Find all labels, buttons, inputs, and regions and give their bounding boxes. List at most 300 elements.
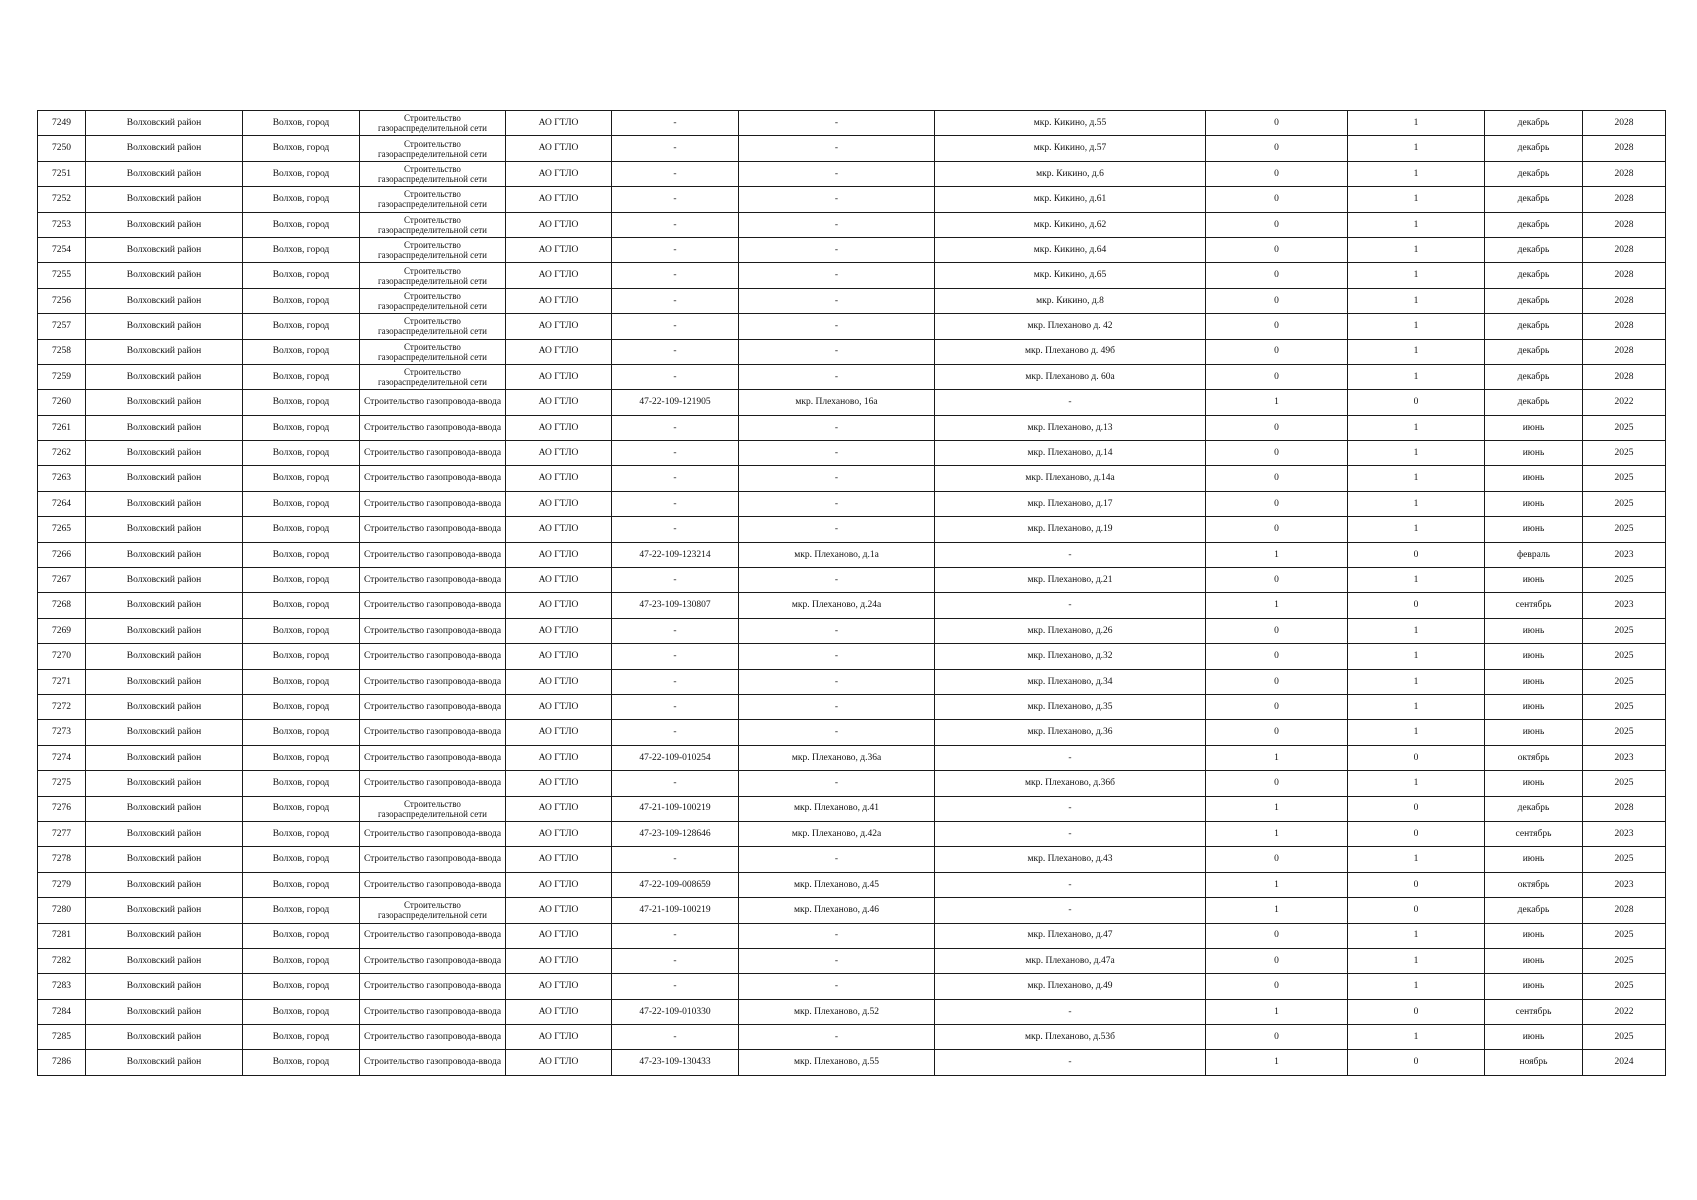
organization-cell: АО ГТЛО [506, 441, 612, 466]
year-cell: 2028 [1583, 111, 1666, 136]
district-cell: Волховский район [86, 364, 243, 389]
year-cell: 2025 [1583, 618, 1666, 643]
year-cell: 2022 [1583, 390, 1666, 415]
work-type-cell: Строительство газопровода-ввода [360, 923, 506, 948]
year-cell: 2022 [1583, 999, 1666, 1024]
count-b-cell: 0 [1348, 872, 1485, 897]
year-cell: 2025 [1583, 948, 1666, 973]
table-row [38, 161, 1666, 186]
work-type-cell: Строительство газораспределительной сети [360, 796, 506, 821]
object-address-cell: - [935, 745, 1206, 770]
work-type-cell: Строительство газораспределительной сети [360, 161, 506, 186]
table-row [38, 644, 1666, 669]
address-cell: - [739, 288, 935, 313]
work-type-cell: Строительство газопровода-ввода [360, 821, 506, 846]
table-row [38, 415, 1666, 440]
year-cell: 2028 [1583, 263, 1666, 288]
count-a-cell: 0 [1206, 948, 1348, 973]
cadastral-number-cell: - [612, 694, 739, 719]
organization-cell: АО ГТЛО [506, 847, 612, 872]
count-b-cell: 1 [1348, 517, 1485, 542]
organization-cell: АО ГТЛО [506, 1025, 612, 1050]
count-b-cell: 1 [1348, 237, 1485, 262]
district-cell: Волховский район [86, 237, 243, 262]
object-address-cell: мкр. Плеханово, д.47а [935, 948, 1206, 973]
work-type-cell: Строительство газопровода-ввода [360, 568, 506, 593]
settlement-cell: Волхов, город [243, 263, 360, 288]
address-cell: мкр. Плеханово, д.55 [739, 1050, 935, 1075]
table-row [38, 974, 1666, 999]
table-row [38, 618, 1666, 643]
table-row [38, 872, 1666, 897]
settlement-cell: Волхов, город [243, 390, 360, 415]
count-b-cell: 1 [1348, 288, 1485, 313]
count-b-cell: 1 [1348, 111, 1485, 136]
cadastral-number-cell: - [612, 441, 739, 466]
address-cell: - [739, 720, 935, 745]
district-cell: Волховский район [86, 212, 243, 237]
row-number: 7281 [38, 923, 86, 948]
settlement-cell: Волхов, город [243, 923, 360, 948]
address-cell: - [739, 263, 935, 288]
year-cell: 2023 [1583, 593, 1666, 618]
count-b-cell: 1 [1348, 364, 1485, 389]
year-cell: 2025 [1583, 694, 1666, 719]
district-cell: Волховский район [86, 771, 243, 796]
district-cell: Волховский район [86, 1050, 243, 1075]
table-row [38, 999, 1666, 1024]
row-number: 7267 [38, 568, 86, 593]
month-cell: июнь [1485, 415, 1583, 440]
table-row [38, 314, 1666, 339]
cadastral-number-cell: - [612, 187, 739, 212]
count-b-cell: 0 [1348, 796, 1485, 821]
year-cell: 2025 [1583, 669, 1666, 694]
cadastral-number-cell: - [612, 415, 739, 440]
count-b-cell: 1 [1348, 263, 1485, 288]
address-cell: - [739, 771, 935, 796]
month-cell: июнь [1485, 923, 1583, 948]
cadastral-number-cell: 47-22-109-008659 [612, 872, 739, 897]
month-cell: декабрь [1485, 796, 1583, 821]
address-cell: - [739, 212, 935, 237]
row-number: 7254 [38, 237, 86, 262]
row-number: 7265 [38, 517, 86, 542]
count-a-cell: 0 [1206, 288, 1348, 313]
district-cell: Волховский район [86, 669, 243, 694]
address-cell: - [739, 237, 935, 262]
organization-cell: АО ГТЛО [506, 237, 612, 262]
table-row [38, 821, 1666, 846]
district-cell: Волховский район [86, 1025, 243, 1050]
row-number: 7256 [38, 288, 86, 313]
settlement-cell: Волхов, город [243, 161, 360, 186]
settlement-cell: Волхов, город [243, 136, 360, 161]
count-b-cell: 1 [1348, 618, 1485, 643]
row-number: 7253 [38, 212, 86, 237]
address-cell: мкр. Плеханово, д.24а [739, 593, 935, 618]
cadastral-number-cell: - [612, 263, 739, 288]
count-b-cell: 1 [1348, 847, 1485, 872]
work-type-cell: Строительство газопровода-ввода [360, 694, 506, 719]
count-a-cell: 0 [1206, 339, 1348, 364]
table-row [38, 517, 1666, 542]
settlement-cell: Волхов, город [243, 948, 360, 973]
year-cell: 2028 [1583, 161, 1666, 186]
month-cell: декабрь [1485, 263, 1583, 288]
address-cell: - [739, 644, 935, 669]
object-address-cell: мкр. Кикино, д.62 [935, 212, 1206, 237]
count-a-cell: 1 [1206, 745, 1348, 770]
address-cell: мкр. Плеханово, д.42а [739, 821, 935, 846]
count-b-cell: 1 [1348, 923, 1485, 948]
table-row [38, 694, 1666, 719]
address-cell: - [739, 161, 935, 186]
table-row [38, 1025, 1666, 1050]
table-row [38, 441, 1666, 466]
cadastral-number-cell: - [612, 288, 739, 313]
year-cell: 2025 [1583, 466, 1666, 491]
work-type-cell: Строительство газопровода-ввода [360, 1050, 506, 1075]
cadastral-number-cell: 47-23-109-130433 [612, 1050, 739, 1075]
district-cell: Волховский район [86, 161, 243, 186]
count-a-cell: 0 [1206, 669, 1348, 694]
row-number: 7264 [38, 491, 86, 516]
cadastral-number-cell: 47-22-109-123214 [612, 542, 739, 567]
month-cell: декабрь [1485, 314, 1583, 339]
settlement-cell: Волхов, город [243, 796, 360, 821]
count-b-cell: 1 [1348, 136, 1485, 161]
organization-cell: АО ГТЛО [506, 212, 612, 237]
count-b-cell: 0 [1348, 542, 1485, 567]
month-cell: июнь [1485, 568, 1583, 593]
organization-cell: АО ГТЛО [506, 923, 612, 948]
district-cell: Волховский район [86, 263, 243, 288]
count-a-cell: 0 [1206, 364, 1348, 389]
organization-cell: АО ГТЛО [506, 288, 612, 313]
object-address-cell: мкр. Плеханово, д.21 [935, 568, 1206, 593]
organization-cell: АО ГТЛО [506, 542, 612, 567]
organization-cell: АО ГТЛО [506, 821, 612, 846]
table-row [38, 187, 1666, 212]
cadastral-number-cell: - [612, 720, 739, 745]
district-cell: Волховский район [86, 187, 243, 212]
organization-cell: АО ГТЛО [506, 161, 612, 186]
count-b-cell: 1 [1348, 187, 1485, 212]
settlement-cell: Волхов, город [243, 771, 360, 796]
count-a-cell: 1 [1206, 1050, 1348, 1075]
settlement-cell: Волхов, город [243, 694, 360, 719]
row-number: 7280 [38, 898, 86, 923]
district-cell: Волховский район [86, 618, 243, 643]
month-cell: июнь [1485, 441, 1583, 466]
object-address-cell: - [935, 898, 1206, 923]
year-cell: 2024 [1583, 1050, 1666, 1075]
district-cell: Волховский район [86, 568, 243, 593]
month-cell: июнь [1485, 694, 1583, 719]
count-b-cell: 1 [1348, 771, 1485, 796]
count-a-cell: 0 [1206, 974, 1348, 999]
month-cell: декабрь [1485, 212, 1583, 237]
month-cell: сентябрь [1485, 593, 1583, 618]
object-address-cell: мкр. Плеханово, д.35 [935, 694, 1206, 719]
count-a-cell: 0 [1206, 1025, 1348, 1050]
work-type-cell: Строительство газопровода-ввода [360, 517, 506, 542]
year-cell: 2025 [1583, 568, 1666, 593]
organization-cell: АО ГТЛО [506, 339, 612, 364]
settlement-cell: Волхов, город [243, 237, 360, 262]
settlement-cell: Волхов, город [243, 999, 360, 1024]
object-address-cell: мкр. Плеханово, д.13 [935, 415, 1206, 440]
district-cell: Волховский район [86, 339, 243, 364]
year-cell: 2025 [1583, 517, 1666, 542]
work-type-cell: Строительство газопровода-ввода [360, 644, 506, 669]
year-cell: 2028 [1583, 237, 1666, 262]
count-a-cell: 1 [1206, 872, 1348, 897]
district-cell: Волховский район [86, 517, 243, 542]
work-type-cell: Строительство газопровода-ввода [360, 491, 506, 516]
month-cell: февраль [1485, 542, 1583, 567]
object-address-cell: мкр. Плеханово, д.14 [935, 441, 1206, 466]
row-number: 7279 [38, 872, 86, 897]
count-b-cell: 0 [1348, 1050, 1485, 1075]
table-row [38, 847, 1666, 872]
count-b-cell: 0 [1348, 821, 1485, 846]
cadastral-number-cell: - [612, 212, 739, 237]
district-cell: Волховский район [86, 796, 243, 821]
count-a-cell: 0 [1206, 415, 1348, 440]
object-address-cell: мкр. Плеханово д. 60а [935, 364, 1206, 389]
settlement-cell: Волхов, город [243, 618, 360, 643]
cadastral-number-cell: - [612, 1025, 739, 1050]
count-a-cell: 1 [1206, 796, 1348, 821]
cadastral-number-cell: - [612, 161, 739, 186]
object-address-cell: - [935, 593, 1206, 618]
row-number: 7250 [38, 136, 86, 161]
work-type-cell: Строительство газопровода-ввода [360, 618, 506, 643]
count-a-cell: 0 [1206, 720, 1348, 745]
cadastral-number-cell: - [612, 948, 739, 973]
organization-cell: АО ГТЛО [506, 314, 612, 339]
table-row [38, 136, 1666, 161]
object-address-cell: мкр. Кикино, д.64 [935, 237, 1206, 262]
month-cell: июнь [1485, 618, 1583, 643]
year-cell: 2025 [1583, 923, 1666, 948]
table-row [38, 542, 1666, 567]
organization-cell: АО ГТЛО [506, 593, 612, 618]
table-row [38, 669, 1666, 694]
organization-cell: АО ГТЛО [506, 263, 612, 288]
work-type-cell: Строительство газораспределительной сети [360, 364, 506, 389]
year-cell: 2028 [1583, 136, 1666, 161]
district-cell: Волховский район [86, 745, 243, 770]
object-address-cell: мкр. Плеханово, д.17 [935, 491, 1206, 516]
address-cell: - [739, 339, 935, 364]
work-type-cell: Строительство газораспределительной сети [360, 314, 506, 339]
table-row [38, 771, 1666, 796]
district-cell: Волховский район [86, 898, 243, 923]
count-a-cell: 0 [1206, 644, 1348, 669]
settlement-cell: Волхов, город [243, 1025, 360, 1050]
settlement-cell: Волхов, город [243, 644, 360, 669]
count-a-cell: 0 [1206, 491, 1348, 516]
cadastral-number-cell: - [612, 974, 739, 999]
work-type-cell: Строительство газопровода-ввода [360, 542, 506, 567]
address-cell: мкр. Плеханово, д.46 [739, 898, 935, 923]
count-b-cell: 1 [1348, 1025, 1485, 1050]
cadastral-number-cell: - [612, 923, 739, 948]
district-cell: Волховский район [86, 872, 243, 897]
count-b-cell: 1 [1348, 161, 1485, 186]
count-b-cell: 1 [1348, 339, 1485, 364]
district-cell: Волховский район [86, 390, 243, 415]
row-number: 7277 [38, 821, 86, 846]
count-b-cell: 0 [1348, 999, 1485, 1024]
work-type-cell: Строительство газопровода-ввода [360, 948, 506, 973]
object-address-cell: мкр. Плеханово, д.36 [935, 720, 1206, 745]
address-cell: - [739, 517, 935, 542]
count-a-cell: 0 [1206, 161, 1348, 186]
cadastral-number-cell: - [612, 364, 739, 389]
year-cell: 2025 [1583, 847, 1666, 872]
count-a-cell: 0 [1206, 618, 1348, 643]
object-address-cell: мкр. Плеханово д. 49б [935, 339, 1206, 364]
table-row [38, 745, 1666, 770]
table-row [38, 568, 1666, 593]
address-cell: - [739, 568, 935, 593]
count-a-cell: 0 [1206, 136, 1348, 161]
settlement-cell: Волхов, город [243, 568, 360, 593]
settlement-cell: Волхов, город [243, 898, 360, 923]
table-row [38, 720, 1666, 745]
district-cell: Волховский район [86, 415, 243, 440]
organization-cell: АО ГТЛО [506, 872, 612, 897]
count-b-cell: 0 [1348, 593, 1485, 618]
count-a-cell: 0 [1206, 237, 1348, 262]
address-cell: - [739, 923, 935, 948]
address-cell: мкр. Плеханово, д.41 [739, 796, 935, 821]
organization-cell: АО ГТЛО [506, 517, 612, 542]
cadastral-number-cell: - [612, 339, 739, 364]
row-number: 7259 [38, 364, 86, 389]
count-a-cell: 0 [1206, 923, 1348, 948]
cadastral-number-cell: - [612, 517, 739, 542]
count-a-cell: 0 [1206, 187, 1348, 212]
row-number: 7260 [38, 390, 86, 415]
organization-cell: АО ГТЛО [506, 898, 612, 923]
count-a-cell: 0 [1206, 441, 1348, 466]
settlement-cell: Волхов, город [243, 491, 360, 516]
organization-cell: АО ГТЛО [506, 1050, 612, 1075]
cadastral-number-cell: - [612, 771, 739, 796]
cadastral-number-cell: - [612, 618, 739, 643]
row-number: 7274 [38, 745, 86, 770]
work-type-cell: Строительство газопровода-ввода [360, 669, 506, 694]
row-number: 7258 [38, 339, 86, 364]
year-cell: 2025 [1583, 415, 1666, 440]
table-row [38, 466, 1666, 491]
month-cell: июнь [1485, 771, 1583, 796]
work-type-cell: Строительство газопровода-ввода [360, 415, 506, 440]
object-address-cell: мкр. Плеханово д. 42 [935, 314, 1206, 339]
object-address-cell: мкр. Плеханово, д.43 [935, 847, 1206, 872]
work-type-cell: Строительство газопровода-ввода [360, 720, 506, 745]
table-row [38, 948, 1666, 973]
address-cell: - [739, 441, 935, 466]
month-cell: июнь [1485, 517, 1583, 542]
table-row [38, 390, 1666, 415]
month-cell: декабрь [1485, 898, 1583, 923]
row-number: 7276 [38, 796, 86, 821]
table-row [38, 288, 1666, 313]
cadastral-number-cell: - [612, 669, 739, 694]
address-cell: - [739, 669, 935, 694]
month-cell: декабрь [1485, 187, 1583, 212]
table-row [38, 898, 1666, 923]
object-address-cell: мкр. Кикино, д.57 [935, 136, 1206, 161]
district-cell: Волховский район [86, 136, 243, 161]
table-row [38, 212, 1666, 237]
month-cell: сентябрь [1485, 821, 1583, 846]
count-b-cell: 1 [1348, 491, 1485, 516]
month-cell: июнь [1485, 669, 1583, 694]
table-row [38, 339, 1666, 364]
address-cell: - [739, 111, 935, 136]
cadastral-number-cell: - [612, 237, 739, 262]
work-type-cell: Строительство газораспределительной сети [360, 136, 506, 161]
work-type-cell: Строительство газораспределительной сети [360, 339, 506, 364]
address-cell: мкр. Плеханово, д.36а [739, 745, 935, 770]
row-number: 7252 [38, 187, 86, 212]
month-cell: июнь [1485, 1025, 1583, 1050]
settlement-cell: Волхов, город [243, 593, 360, 618]
settlement-cell: Волхов, город [243, 415, 360, 440]
object-address-cell: мкр. Плеханово, д.53б [935, 1025, 1206, 1050]
row-number: 7251 [38, 161, 86, 186]
object-address-cell: - [935, 796, 1206, 821]
count-a-cell: 1 [1206, 999, 1348, 1024]
count-b-cell: 1 [1348, 314, 1485, 339]
district-cell: Волховский район [86, 974, 243, 999]
work-type-cell: Строительство газопровода-ввода [360, 999, 506, 1024]
organization-cell: АО ГТЛО [506, 745, 612, 770]
count-a-cell: 0 [1206, 466, 1348, 491]
district-cell: Волховский район [86, 441, 243, 466]
year-cell: 2025 [1583, 491, 1666, 516]
count-b-cell: 1 [1348, 644, 1485, 669]
address-cell: - [739, 1025, 935, 1050]
settlement-cell: Волхов, город [243, 669, 360, 694]
count-b-cell: 1 [1348, 694, 1485, 719]
year-cell: 2023 [1583, 821, 1666, 846]
count-b-cell: 0 [1348, 898, 1485, 923]
settlement-cell: Волхов, город [243, 364, 360, 389]
year-cell: 2028 [1583, 288, 1666, 313]
district-cell: Волховский район [86, 491, 243, 516]
settlement-cell: Волхов, город [243, 288, 360, 313]
gasification-table [37, 110, 1666, 1076]
address-cell: - [739, 415, 935, 440]
district-cell: Волховский район [86, 948, 243, 973]
row-number: 7249 [38, 111, 86, 136]
work-type-cell: Строительство газопровода-ввода [360, 466, 506, 491]
cadastral-number-cell: 47-22-109-010330 [612, 999, 739, 1024]
row-number: 7271 [38, 669, 86, 694]
organization-cell: АО ГТЛО [506, 720, 612, 745]
organization-cell: АО ГТЛО [506, 415, 612, 440]
count-a-cell: 0 [1206, 212, 1348, 237]
work-type-cell: Строительство газопровода-ввода [360, 771, 506, 796]
